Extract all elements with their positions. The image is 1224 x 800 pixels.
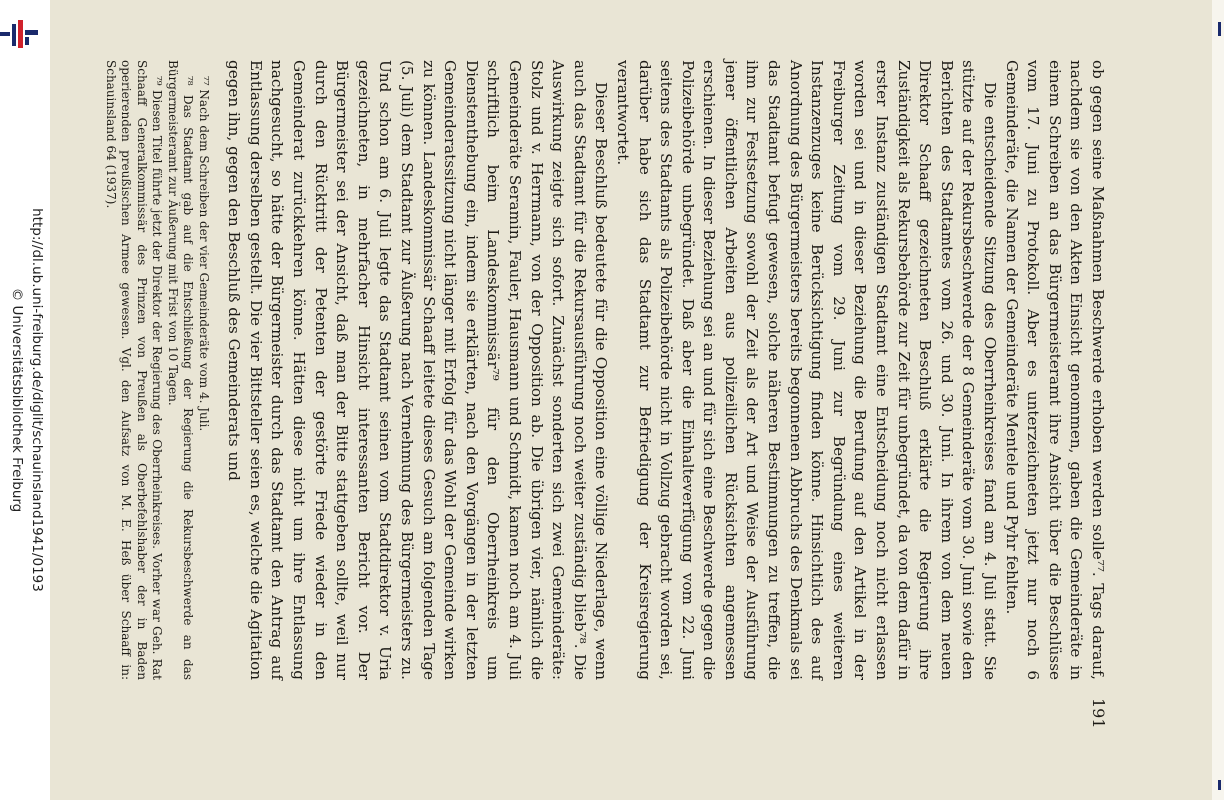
edge-marker xyxy=(1218,780,1221,790)
paragraph: ob gegen seine Maßnahmen Beschwerde erhoben werden solle⁷⁷. Tags darauf, nachdem sie von den Akten Einsicht genommen, gaben die Gemeinderäte in einem Schreiben an das Bürgermeisteramt ihre Ansicht über die Beschlüsse vom 17. Juni zu Protokoll. Aber es unterzeichneten jetzt nur noch 6 Gemeinderäte, die Namen der Gemeinderäte Mentele und Pyhr fehlten. xyxy=(1002,60,1107,680)
source-url[interactable]: http://dl.ub.uni-freiburg.de/diglit/schauinsland1941/0193 xyxy=(29,208,45,592)
source-info xyxy=(4,0,46,800)
footnotes xyxy=(102,60,211,680)
footnote: ⁷⁹ Diesen Titel führte jetzt der Direktor der Regierung des Oberrheinkreises. Vorher war Geh. Rat Schaaff Generalkommissär des Prinzen von Preußen als Oberbefehlshaber der in Baden operierenden preußischen Armee gewesen. Vgl. den Aufsatz von M. E. Heß über Schaaff in: Schauinsland 64 (1937). xyxy=(103,60,165,680)
rotated-text-block xyxy=(103,60,1108,729)
edge-marker xyxy=(1218,22,1221,36)
paragraph: Dieser Beschluß bedeutete für die Opposition eine völlige Niederlage, wenn auch das Stadtamt für die Rekursausführung noch weiter zuständig blieb⁷⁸. Die Auswirkung zeigte sich sofort. Zunächst sonderten sich zwei Gemeinderäte: Stolz und v. Herrmann, von der Opposition ab. Die übrigen vier, nämlich die Gemeinderäte Seramin, Fauler, Hausmann und Schmidt, kamen noch am 4. Juli schriftlich beim Landeskommissär⁷⁹ für den Oberrheinkreis um Dienstenthebung ein, indem sie erklärten, nach den Vorgängen in der letzten Gemeinderatssitzung nicht länger mit Erfolg für das Wohl der Gemeinde wirken zu können. Landeskommissär Schaaff leitete dieses Gesuch am folgenden Tage (5. Juli) dem Stadtamt zur Äußerung nach Vernehmung des Bürgermeisters zu. Und schon am 6. Juli legte das Stadtamt seinen vom Stadtdirektor v. Uria gezeichneten, in mehrfacher Hinsicht interessanten Bericht vor. Der Bürgermeister sei der Ansicht, daß man der Bitte stattgeben sollte, weil nur durch den Rücktritt der Petenten der gestörte Friede wieder in den Gemeinderat zurückkehren könne. Hätten diese nicht um ihre Entlassung nachgesucht, so hätte der Bürgermeister durch das Stadtamt den Antrag auf Entlassung derselben gestellt. Die vier Bittsteller seien es, welche die Agitation gegen ihn, gegen den Beschluß des Gemeinderats und xyxy=(225,60,611,680)
viewer-margin xyxy=(0,0,50,800)
copyright-notice: © Universitätsbibliothek Freiburg xyxy=(9,287,25,513)
footnote: ⁷⁸ Das Stadtamt gab auf die Entschließung der Regierung die Rekursbeschwerde an das Bürgermeisteramt zur Äußerung mit Frist von 10 Tagen. xyxy=(165,60,196,680)
footnote: ⁷⁷ Nach dem Schreiben der vier Gemeinderäte vom 4. Juli. xyxy=(196,76,211,432)
page-edge xyxy=(1212,0,1224,800)
page-number: 191 xyxy=(1089,698,1108,729)
paragraph: Die entscheidende Sitzung des Oberrheinkreises fand am 4. Juli statt. Sie stützte auf der Rekursbeschwerde der 8 Gemeinderäte vom 30. Juni sowie den Berichten des Stadtamtes vom 26. und 30. Juni. In ihrem von dem neuen Direktor Schaaff gezeichneten Beschluß erklärte die Regierung ihre Zuständigkeit als Rekursbehörde zur Zeit für unbegründet, da von dem dafür in erster Instanz zuständigen Stadtamt eine Entscheidung noch nicht erlassen worden sei und in dieser Beziehung die Berufung auf den Artikel in der Freiburger Zeitung vom 29. Juni zur Begründung eines weiteren Instanzenzuges keine Berücksichtigung finden könne. Hinsichtlich des auf Anordnung des Bürgermeisters bereits begonnenen Abbruchs des Denkmals sei das Stadtamt befugt gewesen, solche näheren Bestimmungen zu treffen, die ihm zur Festsetzung sowohl der Zeit als der Art und Weise der Ausführung jener öffentlichen Arbeiten aus polizeilichen Rücksichten angemessen erschienen. In dieser Beziehung sei an und für sich eine Beschwerde gegen die Polizeibehörde unbegründet. Daß aber die Einhalteverfügung vom 22. Juni seitens des Stadtamts als Polizeibehörde nicht in Vollzug gebracht worden sei, darüber habe sich das Stadtamt zur Befriedigung der Kreisregierung verantwortet. xyxy=(613,60,1000,680)
